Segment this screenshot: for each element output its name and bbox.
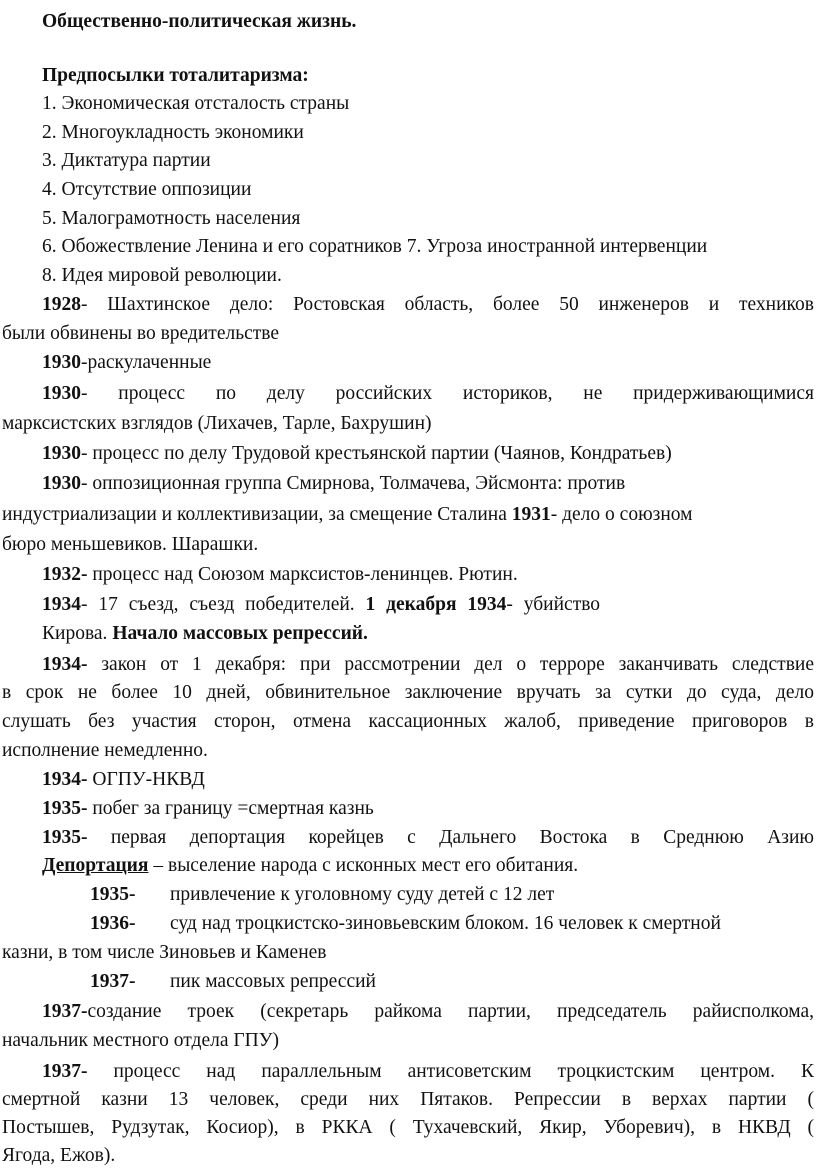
event-line: начальник местного отдела ГПУ): [2, 1030, 280, 1051]
event-line: 1928- Шахтинское дело: Ростовская область, более 50 инженеров и техников: [42, 294, 814, 315]
event-line: 1934- закон от 1 декабря: при рассмотрении дел о терроре заканчивать следствие: [42, 654, 814, 675]
event-line: 1930- оппозиционная группа Смирнова, Толмачева, Эйсмонта: против: [42, 473, 626, 494]
prereq-item: 8. Идея мировой революции.: [42, 265, 282, 286]
event-line: 1930-раскулаченные: [42, 352, 212, 373]
event-line: Ягода, Ежов).: [2, 1145, 116, 1166]
prereq-item: 5. Малограмотность населения: [42, 208, 301, 229]
event-line: Постышев, Рудзутак, Косиор), в РККА ( Тухачевский, Якир, Уборевич), в НКВД (: [2, 1117, 814, 1138]
event-line: Депортация – выселение народа с исконных мест его обитания.: [42, 855, 579, 876]
event-line: 1930- процесс по делу Трудовой крестьянской партии (Чаянов, Кондратьев): [42, 443, 672, 464]
event-line: смертной казни 13 человек, среди них Пятаков. Репрессии в верхах партии (: [2, 1089, 814, 1110]
event-line: Кирова. Начало массовых репрессий.: [42, 623, 368, 644]
prereq-item: 4. Отсутствие оппозиции: [42, 179, 252, 200]
event-line: 1937- пик массовых репрессий: [90, 971, 376, 992]
event-line: 1932- процесс над Союзом марксистов-ленинцев. Рютин.: [42, 564, 518, 585]
prereq-item: 1. Экономическая отсталость страны: [42, 93, 350, 114]
prereq-item: 3. Диктатура партии: [42, 150, 211, 171]
event-line: 1937- процесс над параллельным антисоветским троцкистским центром. К: [42, 1061, 814, 1082]
event-line: 1935- первая депортация корейцев с Дальнего Востока в Среднюю Азию: [42, 827, 814, 848]
document-title: Общественно-политическая жизнь.: [42, 11, 357, 32]
event-line: казни, в том числе Зиновьев и Каменев: [2, 942, 327, 963]
event-line: бюро меньшевиков. Шарашки.: [2, 534, 259, 555]
event-line: в срок не более 10 дней, обвинительное заключение вручать за сутки до суда, дело: [2, 682, 814, 703]
event-line: 1930- процесс по делу российских историков, не придерживающимися: [42, 383, 814, 404]
event-line: 1935- побег за границу =смертная казнь: [42, 798, 374, 819]
event-line: 1937-создание троек (секретарь райкома партии, председатель райисполкома,: [42, 1001, 814, 1022]
event-line: индустриализации и коллективизации, за смещение Сталина 1931- дело о союзном: [2, 504, 693, 525]
section-heading: Предпосылки тоталитаризма:: [42, 65, 309, 86]
event-line: исполнение немедленно.: [2, 740, 208, 761]
prereq-item: 6. Обожествление Ленина и его соратников 7. Угроза иностранной интервенции: [42, 236, 708, 257]
event-line: марксистских взглядов (Лихачев, Тарле, Бахрушин): [2, 413, 432, 434]
event-line: были обвинены во вредительстве: [2, 323, 280, 344]
prereq-item: 2. Многоукладность экономики: [42, 122, 304, 143]
event-line: 1935- привлечение к уголовному суду детей с 12 лет: [90, 884, 555, 905]
event-line: слушать без участия сторон, отмена кассационных жалоб, приведение приговоров в: [2, 711, 814, 732]
event-line: 1934- ОГПУ-НКВД: [42, 769, 205, 790]
event-line: 1934- 17 съезд, съезд победителей. 1 декабря 1934- убийство: [42, 594, 601, 615]
event-line: 1936- суд над троцкистско-зиновьевским блоком. 16 человек к смертной: [90, 913, 721, 934]
